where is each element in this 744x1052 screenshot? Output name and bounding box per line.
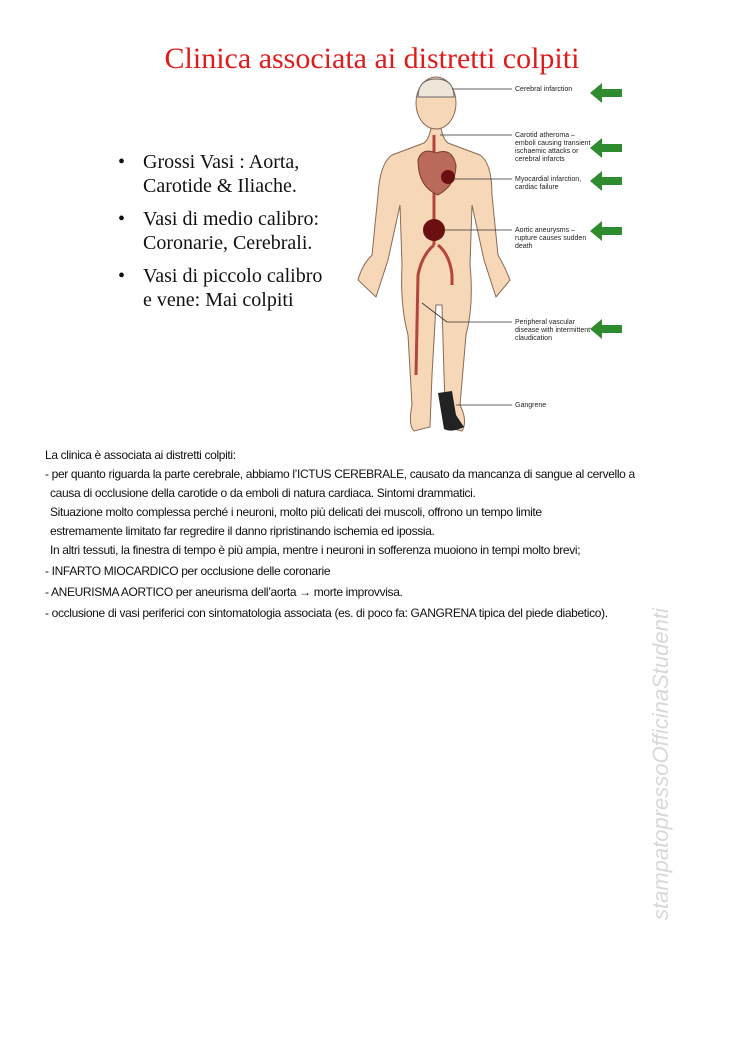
list-item: - occlusione di vasi periferici con sintomatologia associata (es. di poco fa: GANGRENA tipica del piede diabetico). bbox=[45, 606, 608, 620]
bullet-list bbox=[118, 150, 322, 321]
body-diagram bbox=[352, 75, 642, 437]
arrow-left-icon bbox=[590, 83, 622, 103]
paragraph-line: causa di occlusione della carotide o da emboli di natura cardiaca. Sintomi drammatici. bbox=[50, 486, 476, 500]
paragraph-line: Situazione molto complessa perché i neuroni, molto più delicati dei muscoli, offrono un tempo limite bbox=[50, 505, 542, 519]
watermark: stampatopressoOfficinaStudenti bbox=[648, 608, 673, 920]
slide-title: Clinica associata ai distretti colpiti bbox=[164, 42, 580, 75]
aneurysm bbox=[423, 219, 445, 241]
intro-line: La clinica è associata ai distretti colpiti: bbox=[45, 448, 236, 462]
bullet-item: • Vasi di medio calibro: Coronarie, Cerebrali. bbox=[118, 207, 322, 255]
list-item: - ANEURISMA AORTICO per aneurisma dell’aorta → morte improvvisa. bbox=[45, 585, 403, 599]
paragraph-line: - per quanto riguarda la parte cerebrale, abbiamo l’ICTUS CEREBRALE, causato da mancanza di sangue al cervello a bbox=[45, 467, 635, 481]
bullet-item: • Grossi Vasi : Aorta, Carotide & Iliache. bbox=[118, 150, 322, 198]
arrow-left-icon bbox=[590, 171, 622, 191]
bullet-item: • Vasi di piccolo calibro e vene: Mai colpiti bbox=[118, 264, 322, 312]
label-aortic: Aortic aneurysms – rupture causes sudden death bbox=[515, 227, 587, 250]
paragraph-line: In altri tessuti, la finestra di tempo è più ampia, mentre i neuroni in sofferenza muoiono in tempi molto brevi; bbox=[50, 543, 581, 557]
label-gangrene: Gangrene bbox=[515, 402, 547, 409]
label-myocardial: Myocardial infarction, cardiac failure bbox=[515, 176, 582, 191]
figure-labels bbox=[515, 86, 591, 409]
paragraph-line: estremamente limitato far regredire il danno ripristinando ischemia ed ipossia. bbox=[50, 524, 435, 538]
heart-infarct bbox=[441, 170, 455, 184]
arrow-left-icon bbox=[590, 138, 622, 158]
brain-icon bbox=[418, 79, 454, 97]
label-carotid: Carotid atheroma – emboli causing transient ischaemic attacks or cerebral infarcts bbox=[515, 132, 591, 163]
label-peripheral: Peripheral vascular disease with intermittent claudication bbox=[515, 319, 591, 342]
arrow-left-icon bbox=[590, 319, 622, 339]
body-text bbox=[45, 446, 735, 623]
list-item: - INFARTO MIOCARDICO per occlusione delle coronarie bbox=[45, 564, 331, 578]
human-body bbox=[358, 77, 510, 431]
arrow-left-icon bbox=[590, 221, 622, 241]
green-arrows bbox=[590, 83, 622, 339]
label-cerebral: Cerebral infarction bbox=[515, 86, 573, 93]
